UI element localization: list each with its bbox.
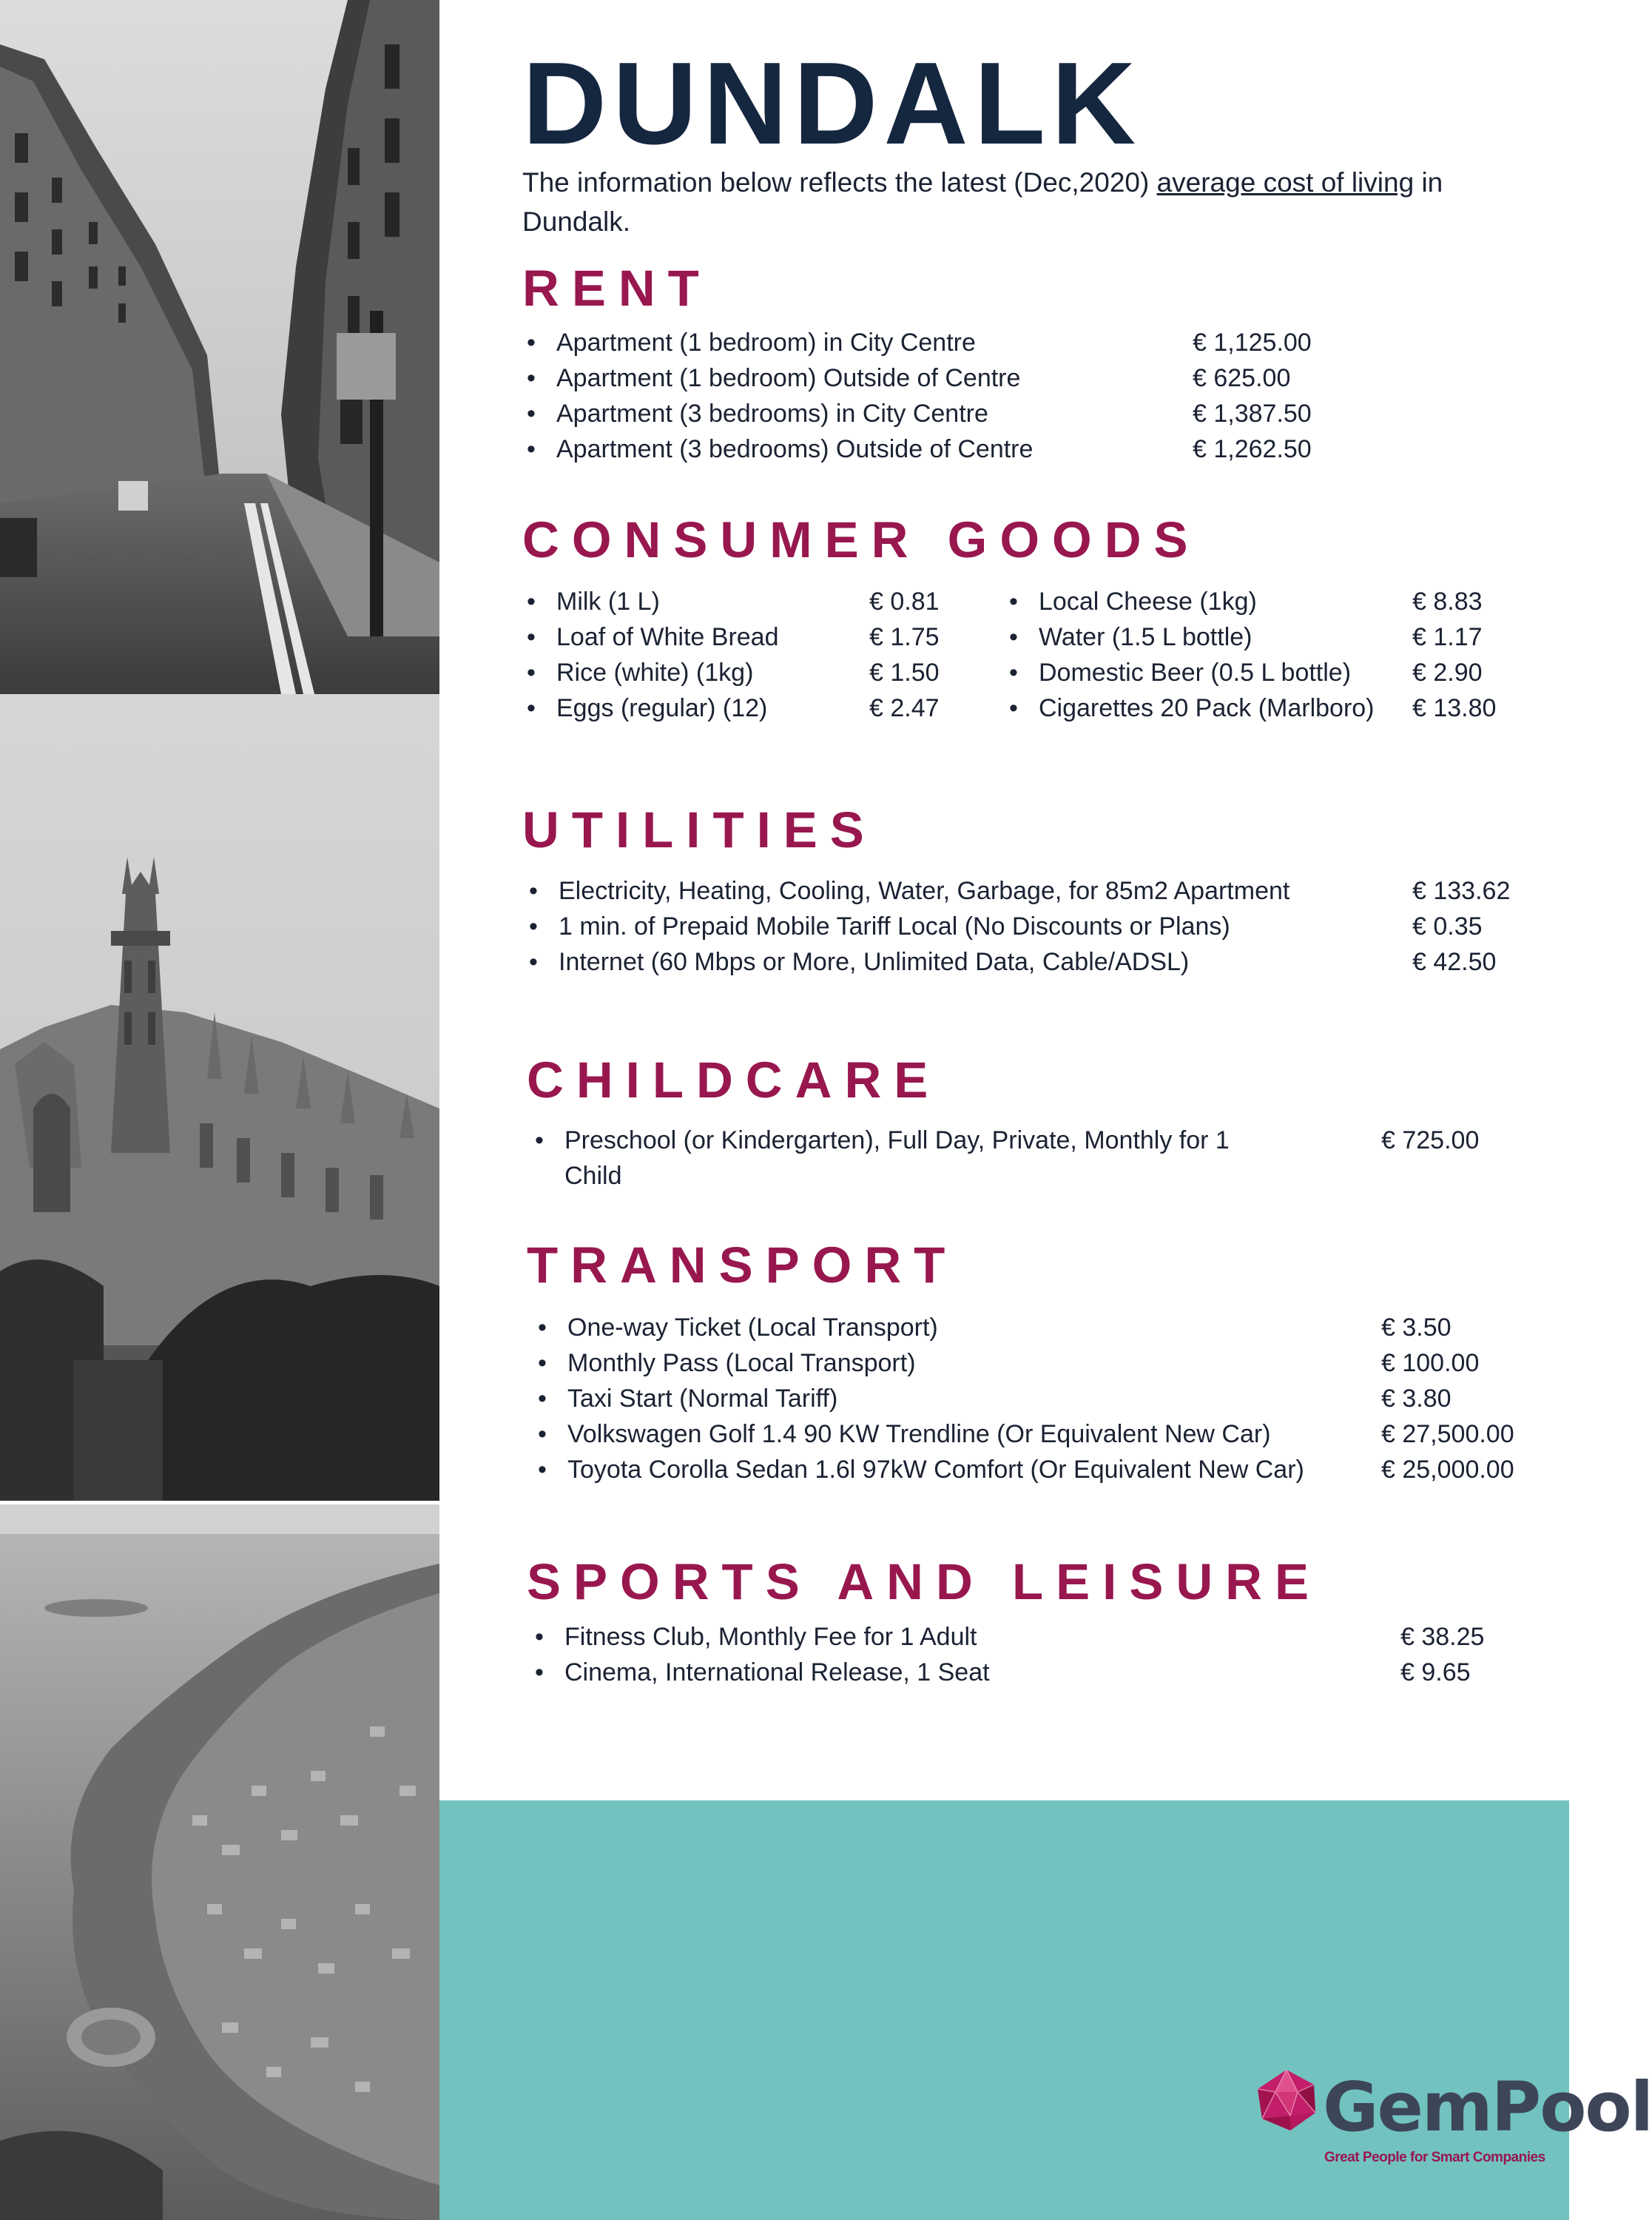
rent-heading: RENT	[522, 260, 712, 317]
item-price: € 2.90	[1412, 659, 1483, 687]
item-price: € 133.62	[1412, 877, 1511, 905]
item-label: Water (1.5 L bottle)	[1039, 623, 1253, 651]
list-item	[527, 655, 754, 690]
cathedral-photo	[0, 694, 439, 1501]
gempool-logo	[1253, 2067, 1652, 2178]
item-label: Fitness Club, Monthly Fee for 1 Adult	[564, 1623, 977, 1651]
bullet: •	[535, 1658, 544, 1686]
item-label: Taxi Start (Normal Tariff)	[567, 1385, 838, 1413]
bullet: •	[527, 623, 536, 651]
list-item	[535, 1655, 990, 1690]
list-item	[538, 1381, 838, 1416]
list-item	[529, 909, 1230, 944]
item-label: Toyota Corolla Sedan 1.6l 97kW Comfort (Or Equivalent New Car)	[567, 1456, 1304, 1484]
item-price: € 1.50	[869, 659, 940, 687]
item-price: € 1,262.50	[1193, 435, 1312, 463]
item-price: € 25,000.00	[1381, 1456, 1514, 1484]
item-label: Domestic Beer (0.5 L bottle)	[1039, 659, 1352, 687]
gem-icon	[1253, 2067, 1320, 2133]
item-label: Milk (1 L)	[556, 588, 660, 616]
list-item	[527, 690, 768, 726]
item-price: € 3.50	[1381, 1314, 1452, 1342]
list-item	[1009, 619, 1253, 655]
childcare-heading: CHILDCARE	[527, 1052, 941, 1109]
item-price: € 1,125.00	[1193, 329, 1312, 357]
coastline-photo	[0, 1504, 439, 2220]
sports-leisure-heading: SPORTS AND LEISURE	[527, 1553, 1322, 1610]
item-price: € 2.47	[869, 694, 940, 722]
item-label: 1 min. of Prepaid Mobile Tariff Local (No Discounts or Plans)	[559, 912, 1230, 941]
item-label: Apartment (3 bedrooms) Outside of Centre	[556, 435, 1034, 463]
bullet: •	[535, 1126, 544, 1154]
logo-tagline: Great People for Smart Companies	[1324, 2150, 1545, 2165]
bullet: •	[527, 588, 536, 616]
bullet: •	[538, 1314, 547, 1342]
item-label: One-way Ticket (Local Transport)	[567, 1314, 938, 1342]
item-label: Cigarettes 20 Pack (Marlboro)	[1039, 694, 1375, 722]
item-price: € 42.50	[1412, 948, 1497, 976]
item-price: € 38.25	[1400, 1623, 1485, 1651]
list-item	[529, 873, 1290, 909]
item-label: Electricity, Heating, Cooling, Water, Garbage, for 85m2 Apartment	[559, 877, 1290, 905]
item-price: € 0.35	[1412, 912, 1483, 941]
item-label: Cinema, International Release, 1 Seat	[564, 1658, 990, 1686]
bullet: •	[529, 948, 538, 976]
cost-of-living-link[interactable]: average cost of living	[1156, 167, 1415, 198]
list-item	[527, 360, 1021, 396]
item-label: Eggs (regular) (12)	[556, 694, 768, 722]
item-label: Monthly Pass (Local Transport)	[567, 1349, 916, 1377]
list-item	[527, 396, 988, 431]
item-price: € 9.65	[1400, 1658, 1471, 1686]
bullet: •	[527, 694, 536, 722]
list-item	[538, 1345, 916, 1381]
intro-text-before: The information below reflects the latest (Dec,2020)	[522, 167, 1157, 198]
transport-heading: TRANSPORT	[527, 1237, 958, 1294]
item-label: Apartment (3 bedrooms) in City Centre	[556, 400, 988, 428]
item-price: € 8.83	[1412, 588, 1483, 616]
item-price: € 725.00	[1381, 1126, 1480, 1154]
bullet: •	[1009, 659, 1018, 687]
bullet: •	[529, 877, 538, 905]
intro-text	[522, 163, 1469, 241]
item-price: € 1.75	[869, 623, 940, 651]
bullet: •	[527, 400, 536, 428]
bullet: •	[538, 1420, 547, 1448]
item-price: € 27,500.00	[1381, 1420, 1514, 1448]
list-item	[1009, 655, 1352, 690]
utilities-heading: UTILITIES	[522, 801, 877, 858]
bullet: •	[538, 1456, 547, 1484]
item-label: Local Cheese (1kg)	[1039, 588, 1257, 616]
street-photo	[0, 0, 439, 694]
item-price: € 1.17	[1412, 623, 1483, 651]
item-price: € 100.00	[1381, 1349, 1480, 1377]
item-price: € 13.80	[1412, 694, 1497, 722]
bullet: •	[1009, 694, 1018, 722]
item-price: € 0.81	[869, 588, 940, 616]
list-item	[527, 431, 1034, 467]
bullet: •	[538, 1349, 547, 1377]
item-label: Internet (60 Mbps or More, Unlimited Data, Cable/ADSL)	[559, 948, 1190, 976]
list-item	[1009, 690, 1375, 726]
consumer-goods-heading: CONSUMER GOODS	[522, 511, 1201, 568]
list-item	[538, 1452, 1322, 1487]
page-title: DUNDALK	[522, 38, 1142, 169]
list-item	[527, 325, 976, 360]
list-item	[535, 1123, 1289, 1194]
item-label: Volkswagen Golf 1.4 90 KW Trendline (Or Equivalent New Car)	[567, 1420, 1271, 1448]
list-item	[527, 619, 779, 655]
item-price: € 625.00	[1193, 364, 1291, 392]
item-price: € 1,387.50	[1193, 400, 1312, 428]
list-item	[529, 944, 1190, 980]
list-item	[538, 1310, 938, 1345]
bullet: •	[527, 659, 536, 687]
list-item	[535, 1619, 977, 1655]
bullet: •	[527, 364, 536, 392]
bullet: •	[529, 912, 538, 941]
intro-text-after: in Dundalk.	[522, 167, 1443, 237]
item-price: € 3.80	[1381, 1385, 1452, 1413]
bullet: •	[535, 1623, 544, 1651]
item-label: Apartment (1 bedroom) Outside of Centre	[556, 364, 1021, 392]
bullet: •	[1009, 588, 1018, 616]
item-label: Apartment (1 bedroom) in City Centre	[556, 329, 976, 357]
bullet: •	[527, 435, 536, 463]
list-item	[527, 584, 660, 619]
logo-wordmark: GemPool	[1323, 2068, 1652, 2147]
bullet: •	[1009, 623, 1018, 651]
item-label: Loaf of White Bread	[556, 623, 779, 651]
bullet: •	[527, 329, 536, 357]
list-item	[1009, 584, 1257, 619]
list-item	[538, 1416, 1271, 1452]
item-label: Rice (white) (1kg)	[556, 659, 754, 687]
item-label: Preschool (or Kindergarten), Full Day, Private, Monthly for 1 Child	[564, 1126, 1230, 1190]
bullet: •	[538, 1385, 547, 1413]
